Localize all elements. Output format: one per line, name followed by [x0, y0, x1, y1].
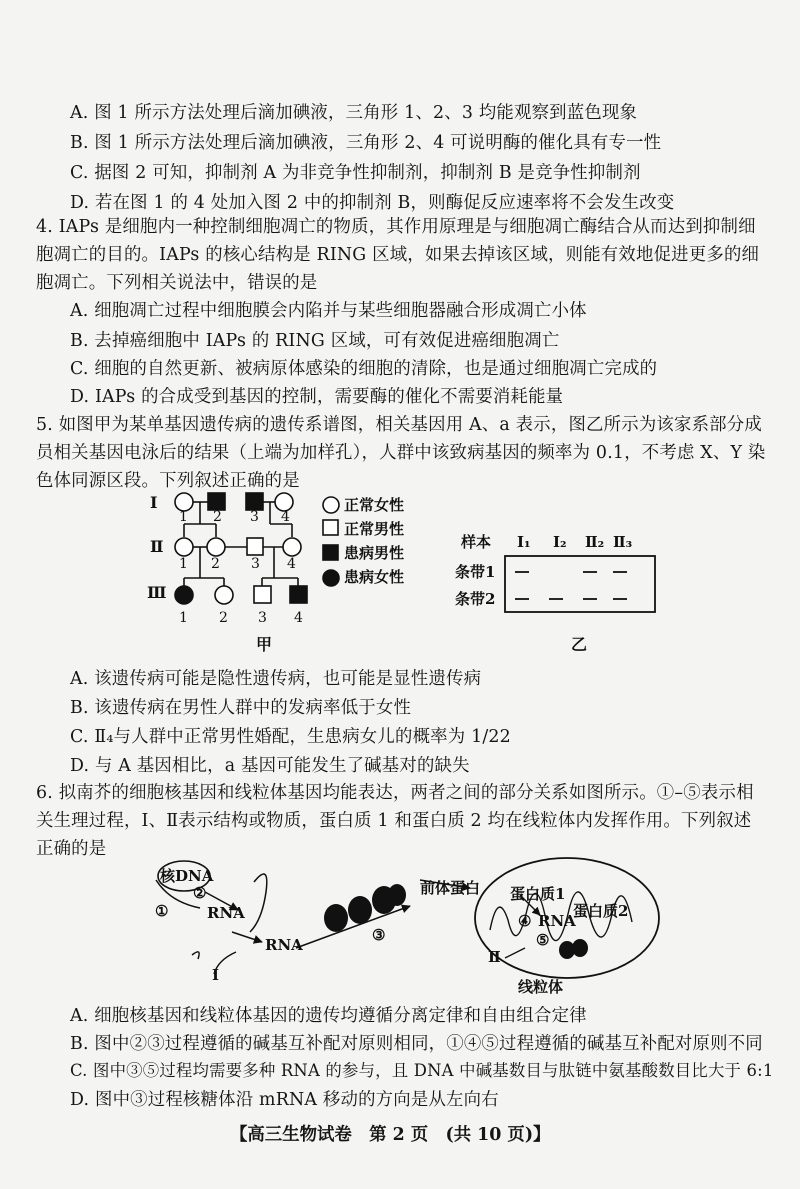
iii1-affected-female [175, 586, 193, 604]
gel-bands [515, 572, 627, 599]
gel-sample-3: Ⅱ₂ [585, 533, 605, 551]
legend-affected-male: 患病男性 [344, 544, 405, 562]
ribosome-4 [388, 884, 406, 906]
label-precursor: 前体蛋白 [420, 879, 481, 897]
legend-normal-female: 正常女性 [344, 496, 405, 514]
i2-affected-male [208, 493, 225, 510]
gen-label-2: Ⅱ [150, 537, 164, 556]
q5-option-a: A. 该遗传病可能是隐性遗传病，也可能是显性遗传病 [70, 669, 482, 689]
ii-num-2: 2 [211, 556, 220, 572]
i-num-4: 4 [281, 509, 290, 525]
q5-stem-line2: 员相关基因电泳后的结果（上端为加样孔），人群中该致病基因的频率为 0.1，不考虑 X、Y 染 [36, 443, 766, 463]
q6-option-c: C. 图中③⑤过程均需要多种 RNA 的参与，且 DNA 中碱基数目与肽链中氨基酸数目比大于 6:1 [70, 1061, 774, 1080]
gel-sample-4: Ⅱ₃ [613, 533, 633, 551]
structure-i-mark [192, 952, 199, 959]
label-roman-1: Ⅰ [212, 966, 220, 984]
q6-option-b: B. 图中②③过程遵循的碱基互补配对原则相同，①④⑤过程遵循的碱基互补配对原则不同 [70, 1034, 763, 1054]
label-step3: ③ [372, 926, 386, 944]
q3-option-a: A. 图 1 所示方法处理后滴加碘液，三角形 1、2、3 均能观察到蓝色现象 [70, 103, 638, 123]
q4-stem-line3: 胞凋亡。下列相关说法中，错误的是 [36, 273, 318, 293]
label-step1: ① [155, 902, 169, 920]
ii2-normal-female [207, 538, 225, 556]
arrow-rna-export [232, 932, 262, 942]
iii-num-2: 2 [219, 610, 228, 626]
q4-option-b: B. 去掉癌细胞中 IAPs 的 RING 区域，可有效促进癌细胞凋亡 [70, 331, 560, 351]
q5-stem-line3: 色体同源区段。下列叙述正确的是 [36, 471, 300, 491]
legend-affected-male-symbol [323, 545, 338, 560]
label-roman-2: Ⅱ [488, 948, 501, 966]
gen-label-3: Ⅲ [147, 583, 167, 602]
gel-band-label-2: 条带2 [455, 590, 496, 608]
q5-option-b: B. 该遗传病在男性人群中的发病率低于女性 [70, 698, 412, 718]
q4-option-c: C. 细胞的自然更新、被病原体感染的细胞的清除，也是通过细胞凋亡完成的 [70, 359, 658, 379]
q5-option-c: C. Ⅱ₄与人群中正常男性婚配，生患病女儿的概率为 1/22 [70, 727, 511, 747]
ribosome-2 [348, 896, 372, 924]
gel-frame [505, 556, 655, 612]
q4-stem-line2: 胞凋亡的目的。IAPs 的核心结构是 RING 区域，如果去掉该区域，则能有效地促进更多的细 [36, 245, 760, 265]
q5-option-d: D. 与 A 基因相比，a 基因可能发生了碱基对的缺失 [70, 756, 470, 776]
ii-num-1: 1 [179, 556, 188, 572]
page-footer: 【高三生物试卷 第 2 页 (共 10 页)】 [230, 1125, 551, 1145]
q4-option-d: D. IAPs 的合成受到基因的控制，需要酶的催化不需要消耗能量 [70, 387, 564, 407]
q6-stem-line1: 6. 拟南芥的细胞核基因和线粒体基因均能表达，两者之间的部分关系如图所示。①–⑤表示相 [36, 783, 754, 803]
label-protein1: 蛋白质1 [510, 885, 566, 903]
q5-stem-line1: 5. 如图甲为某单基因遗传病的遗传系谱图，相关基因用 A、a 表示，图乙所示为该家系部分成 [36, 415, 762, 435]
i-num-1: 1 [179, 509, 188, 525]
ii-num-3: 3 [251, 556, 260, 572]
q6-stem-line3: 正确的是 [36, 839, 107, 859]
gel-sample-1: Ⅰ₁ [517, 533, 531, 551]
ii3-normal-male [247, 538, 263, 555]
mito-ribosome-2 [572, 939, 588, 957]
q4-stem-line1: 4. IAPs 是细胞内一种控制细胞凋亡的物质，其作用原理是与细胞凋亡酶结合从而达到抑制细 [36, 217, 756, 237]
ii1-normal-female [175, 538, 193, 556]
mito-ribosomes [559, 939, 588, 959]
gel-caption: 乙 [571, 635, 588, 654]
nuclear-envelope-upper [250, 874, 267, 932]
legend-normal-male: 正常男性 [344, 520, 405, 538]
q6-option-d: D. 图中③过程核糖体沿 mRNA 移动的方向是从左向右 [70, 1090, 499, 1110]
gel-header: 样本 [461, 533, 492, 551]
iii-num-1: 1 [179, 610, 188, 626]
label-step2: ② [193, 884, 207, 902]
iii-num-3: 3 [258, 610, 267, 626]
gel-band-label-1: 条带1 [455, 563, 496, 581]
i-num-2: 2 [213, 509, 222, 525]
ribosomes [324, 884, 406, 932]
legend-normal-male-symbol [323, 520, 338, 535]
q3-option-d: D. 若在图 1 的 4 处加入图 2 中的抑制剂 B，则酶促反应速率将不会发生改变 [70, 193, 675, 213]
i3-affected-male [246, 493, 263, 510]
iii3-normal-male [254, 586, 271, 603]
iii-num-4: 4 [294, 610, 303, 626]
iii4-affected-male [290, 586, 307, 603]
q3-option-c: C. 据图 2 可知，抑制剂 A 为非竞争性抑制剂，抑制剂 B 是竞争性抑制剂 [70, 163, 641, 183]
q4-option-a: A. 细胞凋亡过程中细胞膜会内陷并与某些细胞器融合形成凋亡小体 [70, 301, 587, 321]
legend-affected-female-symbol [323, 570, 339, 586]
label-nuclear-dna: 核DNA [160, 867, 214, 885]
ribosome-1 [324, 904, 348, 932]
pedigree-caption: 甲 [256, 635, 273, 654]
label-rna-2: RNA [265, 936, 303, 954]
label-protein2: 蛋白质2 [573, 902, 629, 920]
label-step5: ⑤ [536, 931, 550, 949]
legend-normal-female-symbol [323, 497, 339, 513]
label-rna-3: RNA [538, 912, 576, 930]
q6-stem-line2: 关生理过程，Ⅰ、Ⅱ表示结构或物质，蛋白质 1 和蛋白质 2 均在线粒体内发挥作用。下列叙述 [36, 811, 752, 831]
legend-affected-female: 患病女性 [344, 568, 405, 586]
ii4-normal-female [283, 538, 301, 556]
gen-label-1: Ⅰ [150, 493, 158, 512]
q3-option-b: B. 图 1 所示方法处理后滴加碘液，三角形 2、4 可说明酶的催化具有专一性 [70, 133, 662, 153]
label-rna-1: RNA [207, 904, 245, 922]
i-num-3: 3 [250, 509, 259, 525]
ii-num-4: 4 [287, 556, 296, 572]
label-mitochondrion: 线粒体 [518, 978, 564, 996]
iii2-normal-female [215, 586, 233, 604]
pointer-ii [505, 948, 525, 958]
gel-sample-2: Ⅰ₂ [553, 533, 567, 551]
q6-option-a: A. 细胞核基因和线粒体基因的遗传均遵循分离定律和自由组合定律 [70, 1006, 587, 1026]
label-step4: ④ [518, 912, 532, 930]
